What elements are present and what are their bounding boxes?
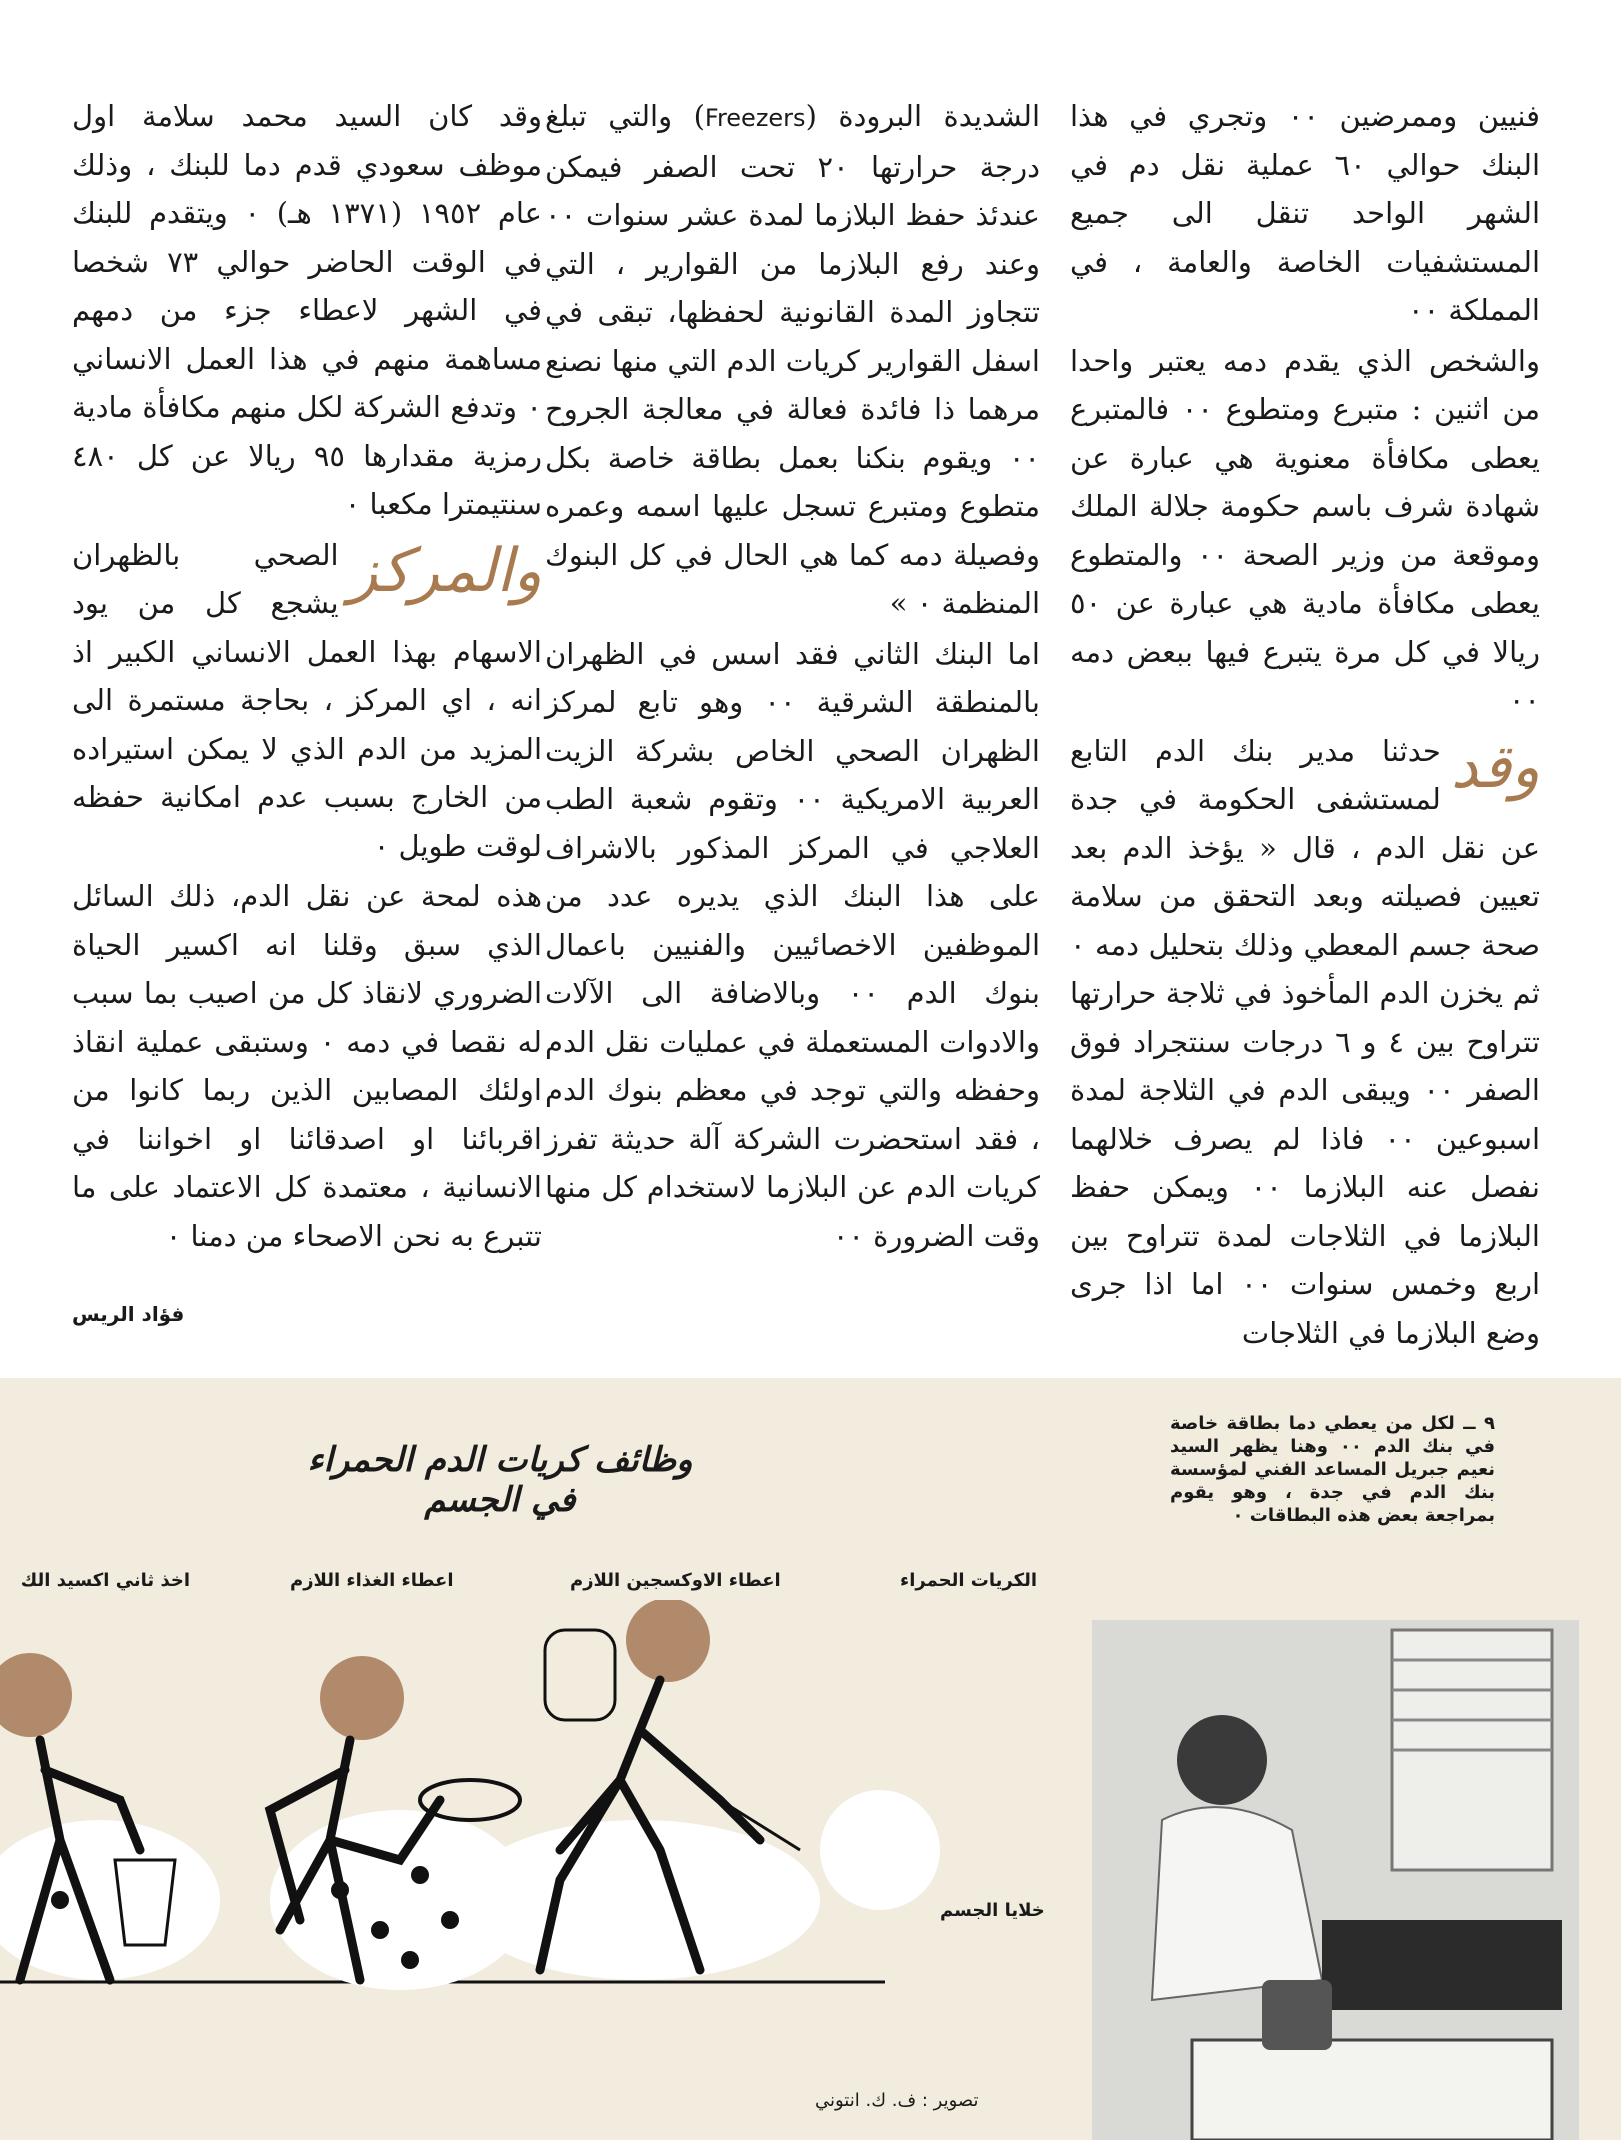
drop-cap: والمركز [348, 535, 542, 606]
paragraph: وقد كان السيد محمد سلامة اول موظف سعودي قدم دما للبنك ، وذلك عام ١٩٥٢ (١٣٧١ هـ) ٠ ويتقدم للبنك في الوقت الحاضر حوالي ٧٣ شخصا في الشهر لاعطاء جزء من دمهم مساهمة منهم في هذا العمل الانساني ٠ وتدفع الشركة لكل منهم مكافأة مادية رمزية مقدارها ٩٥ ريالا عن كل ٤٨٠ سنتيمترا مكعبا ٠ [72, 99, 542, 521]
diagram-label-body-cells: خلايا الجسم [940, 1900, 1045, 1921]
paragraph [72, 531, 542, 871]
figure-head [0, 1653, 72, 1737]
paragraph: اما البنك الثاني فقد اسس في الظهران بالمنطقة الشرقية ٠٠ وهو تابع لمركز الظهران الصحي الخاص بشركة الزيت العربية الامريكية ٠٠ وتقوم شعبة الطب العلاجي في المركز المذكور بالاشراف على هذا البنك الذي يديره عدد من الموظفين الاخصائيين والفنيين باعمال بنوك الدم ٠٠ وبالاضافة الى الآلات والادوات المستعملة في عمليات نقل الدم وحفظه والتي توجد في معظم بنوك الدم ، فقد استحضرت الشركة آلة حديثة تفرز كريات الدم عن البلازما لاستخدام كل منها وقت الضرورة ٠٠ [545, 636, 1040, 1253]
article-column-middle [545, 92, 1040, 1260]
diagram-label-oxygen: اعطاء الاوكسجين اللازم [570, 1570, 781, 1591]
desk-tray [1192, 2040, 1552, 2140]
diagram-title: وظائف كريات الدم الحمراء في الجسم [307, 1440, 693, 1520]
paragraph-text: حدثنا مدير بنك الدم التابع لمستشفى الحكومة في جدة عن نقل الدم ، قال « يؤخذ الدم بعد تعيين فصيلته وبعد التحقق من سلامة صحة جسم المعطي وذلك بتحليل دمه ٠ ثم يخزن الدم المأخوذ في ثلاجة حرارتها تتراوح بين ٤ و ٦ درجات سنتجراد فوق الصفر ٠٠ ويبقى الدم في الثلاجة لمدة اسبوعين ٠٠ فاذا لم يصرف خلالهما نفصل عنه البلازما ٠٠ ويمكن حفظ البلازما في الثلاجات لمدة تتراوح بين اربع وخمس سنوات ٠٠ اما اذا جرى وضع البلازما في الثلاجات [1070, 733, 1541, 1350]
diagram-label-red-cells: الكريات الحمراء [900, 1570, 1038, 1591]
drop-cap: وقد [1450, 731, 1540, 802]
card-file-boxes [1322, 1920, 1562, 2010]
paragraph [545, 92, 1040, 628]
figure-head [320, 1656, 404, 1740]
paragraph-text: الصحي بالظهران يشجع كل من يود الاسهام بهذا العمل الانساني الكبير اذ انه ، اي المركز ، بحاجة مستمرة الى المزيد من الدم الذي لا يمكن استيراده من الخارج بسبب عدم امكانية حفظه لوقت طويل ٠ [72, 537, 542, 863]
photo-blood-bank-technician [1092, 1620, 1579, 2140]
paragraph [1070, 727, 1540, 1358]
paragraph-text: ) والتي تبلغ درجة حرارتها ٢٠ تحت الصفر فيمكن عندئذ حفظ البلازما لمدة عشر سنوات ٠٠ وعند رفع البلازما من القوارير ، التي تتجاوز المدة القانونية لحفظها، تبقى في اسفل القوارير كريات الدم التي منها نصنع مرهما ذا فائدة فعالة في معالجة الجروح ٠٠ ويقوم بنكنا بعمل بطاقة خاصة بكل متطوع ومتبرع تسجل عليها اسمه وعمره وفصيلة دمه كما هي الحال في كل البنوك المنظمة ٠ » [545, 99, 1041, 620]
person-head [1177, 1715, 1267, 1805]
paragraph: والشخص الذي يقدم دمه يعتبر واحدا من اثنين : متبرع ومتطوع ٠٠ فالمتبرع يعطى مكافأة معنوية هي عبارة عن شهادة شرف باسم حكومة جلالة الملك وموقعة من وزير الصحة ٠٠ والمتطوع يعطى مكافأة مادية هي عبارة عن ٥٠ ريالا في كل مرة يتبرع فيها ببعض دمه ٠٠ [1070, 343, 1540, 717]
photo-credit: تصوير : ف. ك. انتوني [815, 2090, 979, 2111]
article-column-left [72, 92, 542, 1260]
latin-term: Freezers [704, 104, 806, 132]
diagram-label-co2: اخذ ثاني اكسيد الك [20, 1570, 190, 1591]
author-signature: فؤاد الريس [72, 1302, 185, 1326]
paragraph: فنيين وممرضين ٠٠ وتجري في هذا البنك حوالي ٦٠ عملية نقل دم في الشهر الواحد تنقل الى جميع المستشفيات الخاصة والعامة ، في المملكة ٠٠ [1070, 99, 1540, 327]
article-column-right [1070, 92, 1540, 1357]
red-cells-illustration [0, 1600, 1080, 2020]
paragraph: هذه لمحة عن نقل الدم، ذلك السائل الذي سبق وقلنا انه اكسير الحياة الضروري لانقاذ كل من اصيب بما سبب له نقصا في دمه ٠ وستبقى عملية انقاذ اولئك المصابين الذين ربما كانوا من اقربائنا او اصدقائنا او اخواننا في الانسانية ، معتمدة كل الاعتماد على ما تتبرع به نحن الاصحاء من دمنا ٠ [72, 879, 542, 1253]
photo-caption: ٩ ــ لكل من يعطي دما بطاقة خاصة في بنك الدم ٠٠ وهنا يظهر السيد نعيم جبريل المساعد الفني لمؤسسة بنك الدم في جدة ، وهو يقوم بمراجعة بعض هذه البطاقات ٠ [1170, 1413, 1495, 1526]
paragraph-text: الشديدة البرودة ( [805, 99, 1040, 133]
diagram-label-food: اعطاء الغذاء اللازم [290, 1570, 454, 1591]
oxygen-tank-icon [545, 1630, 615, 1720]
figure-head [626, 1600, 710, 1682]
